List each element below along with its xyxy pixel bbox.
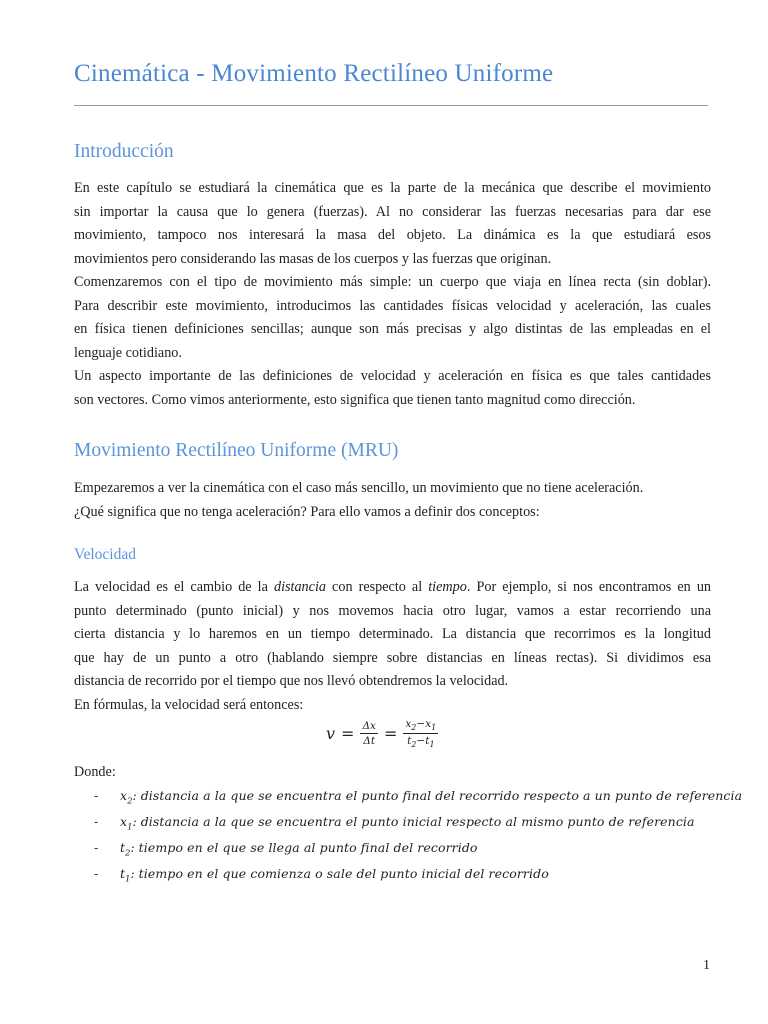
emphasis-distancia: distancia xyxy=(273,579,326,595)
definition-variable xyxy=(120,788,137,807)
velocidad-line: cierta distancia y lo haremos en un tiempo determinado. La distancia que recorrimos es la longitud xyxy=(74,626,711,642)
definition-text: tiempo en el que se llega al punto final del recorrido xyxy=(138,840,478,855)
var-x: x xyxy=(425,718,432,730)
mru-heading: Movimiento Rectilíneo Uniforme (MRU) xyxy=(74,440,399,461)
intro-line: Para describir este movimiento, introducimos las cantidades físicas velocidad y aceleración, las cuales xyxy=(74,297,711,314)
fraction-delta xyxy=(360,720,378,747)
intro-line: Comenzaremos con el tipo de movimiento más simple: un cuerpo que viaja en línea recta (sin doblar). xyxy=(74,274,711,290)
intro-line: En este capítulo se estudiará la cinemática que es la parte de la mecánica que describe el movimiento xyxy=(74,180,711,196)
colon: : xyxy=(132,814,137,829)
subscript: 2 xyxy=(127,796,133,807)
formula-v: v xyxy=(326,724,336,744)
formula-equals: = xyxy=(341,724,355,744)
intro-line: sin importar la causa que lo genera (fuerzas). Al no considerar las fuerzas necesarias para dar ese xyxy=(74,203,711,220)
mru-paragraph xyxy=(74,477,711,524)
velocidad-line: que hay de un punto a otro (hablando siempre sobre distancias en líneas rectas). Si dividimos esa xyxy=(74,649,711,666)
intro-paragraph xyxy=(74,177,711,412)
title-divider xyxy=(74,105,708,106)
intro-line: Un aspecto importante de las definiciones de velocidad y aceleración en física es que tales cantidades xyxy=(74,368,711,384)
subscript: 1 xyxy=(429,740,435,750)
intro-heading: Introducción xyxy=(74,141,174,162)
text-run: con respecto al xyxy=(326,579,429,595)
definition-variable xyxy=(120,814,137,833)
subscript: 2 xyxy=(411,740,417,750)
list-dash: - xyxy=(94,840,99,855)
minus-sign: − xyxy=(416,718,426,730)
list-dash: - xyxy=(94,788,99,803)
page-number: 1 xyxy=(703,958,710,973)
intro-line: movimientos pero considerando las masas de los cuerpos y las fuerzas que originan. xyxy=(74,250,552,267)
mru-line: Empezaremos a ver la cinemática con el caso más sencillo, un movimiento que no tiene aceleración. xyxy=(74,480,644,496)
definition-variable xyxy=(120,866,135,885)
minus-sign: − xyxy=(416,735,426,748)
var: x xyxy=(120,788,128,803)
fraction-denominator: Δt xyxy=(363,735,376,748)
velocidad-line xyxy=(74,576,711,600)
var: x xyxy=(120,814,128,829)
donde-label: Donde: xyxy=(74,764,116,780)
var: t xyxy=(120,866,126,881)
velocidad-line: punto determinado (punto inicial) y nos movemos hacia otro lugar, vamos a estar recorriendo una xyxy=(74,602,711,619)
velocidad-line: En fórmulas, la velocidad será entonces: xyxy=(74,696,304,713)
fraction-numerator: Δx xyxy=(362,720,376,733)
definition-variable xyxy=(120,840,135,859)
var-t: t xyxy=(407,735,412,748)
definition-text: distancia a la que se encuentra el punto final del recorrido respecto a un punto de referencia xyxy=(140,788,743,803)
fraction-denominator xyxy=(405,734,436,749)
subscript: 1 xyxy=(431,723,437,733)
definition-item xyxy=(94,866,549,885)
subscript: 2 xyxy=(125,848,131,859)
fraction-numerator xyxy=(403,718,438,734)
list-dash: - xyxy=(94,866,99,881)
formula-equals: = xyxy=(383,724,398,744)
velocidad-line: distancia de recorrido por el tiempo que nos llevó obtendremos la velocidad. xyxy=(74,673,509,689)
intro-line: lenguaje cotidiano. xyxy=(74,344,182,361)
list-dash: - xyxy=(94,814,99,829)
intro-line: movimiento, tampoco nos interesará la masa del objeto. La dinámica es la que estudiará esos xyxy=(74,227,711,243)
colon: : xyxy=(132,788,137,803)
subscript: 1 xyxy=(127,822,133,833)
subscript: 1 xyxy=(125,874,131,885)
intro-line: en física tienen definiciones sencillas; aunque son más precisas y algo distintas de las empleadas en el xyxy=(74,321,711,337)
var-t: t xyxy=(425,735,430,748)
mru-line: ¿Qué significa que no tenga aceleración? Para ello vamos a definir dos conceptos: xyxy=(74,503,540,520)
intro-line: son vectores. Como vimos anteriormente, esto significa que tienen tanto magnitud como dirección. xyxy=(74,391,636,408)
definition-text: distancia a la que se encuentra el punto inicial respecto al mismo punto de referencia xyxy=(140,814,695,829)
var-x: x xyxy=(405,718,412,730)
definition-item xyxy=(94,814,695,833)
fraction-difference xyxy=(403,718,438,749)
var: t xyxy=(120,840,126,855)
page-title: Cinemática - Movimiento Rectilíneo Uniforme xyxy=(74,60,554,87)
text-run: La velocidad es el cambio de la xyxy=(74,579,274,595)
text-run: . Por ejemplo, si nos encontramos en un xyxy=(466,579,712,595)
colon: : xyxy=(130,866,135,881)
subscript: 2 xyxy=(411,723,417,733)
definition-item xyxy=(94,788,742,807)
definition-text: tiempo en el que comienza o sale del punto inicial del recorrido xyxy=(138,866,549,881)
velocidad-heading: Velocidad xyxy=(74,546,136,563)
definition-item xyxy=(94,840,478,859)
colon: : xyxy=(130,840,135,855)
velocity-formula xyxy=(326,718,438,749)
emphasis-tiempo: tiempo xyxy=(428,579,467,595)
velocidad-paragraph xyxy=(74,576,711,717)
